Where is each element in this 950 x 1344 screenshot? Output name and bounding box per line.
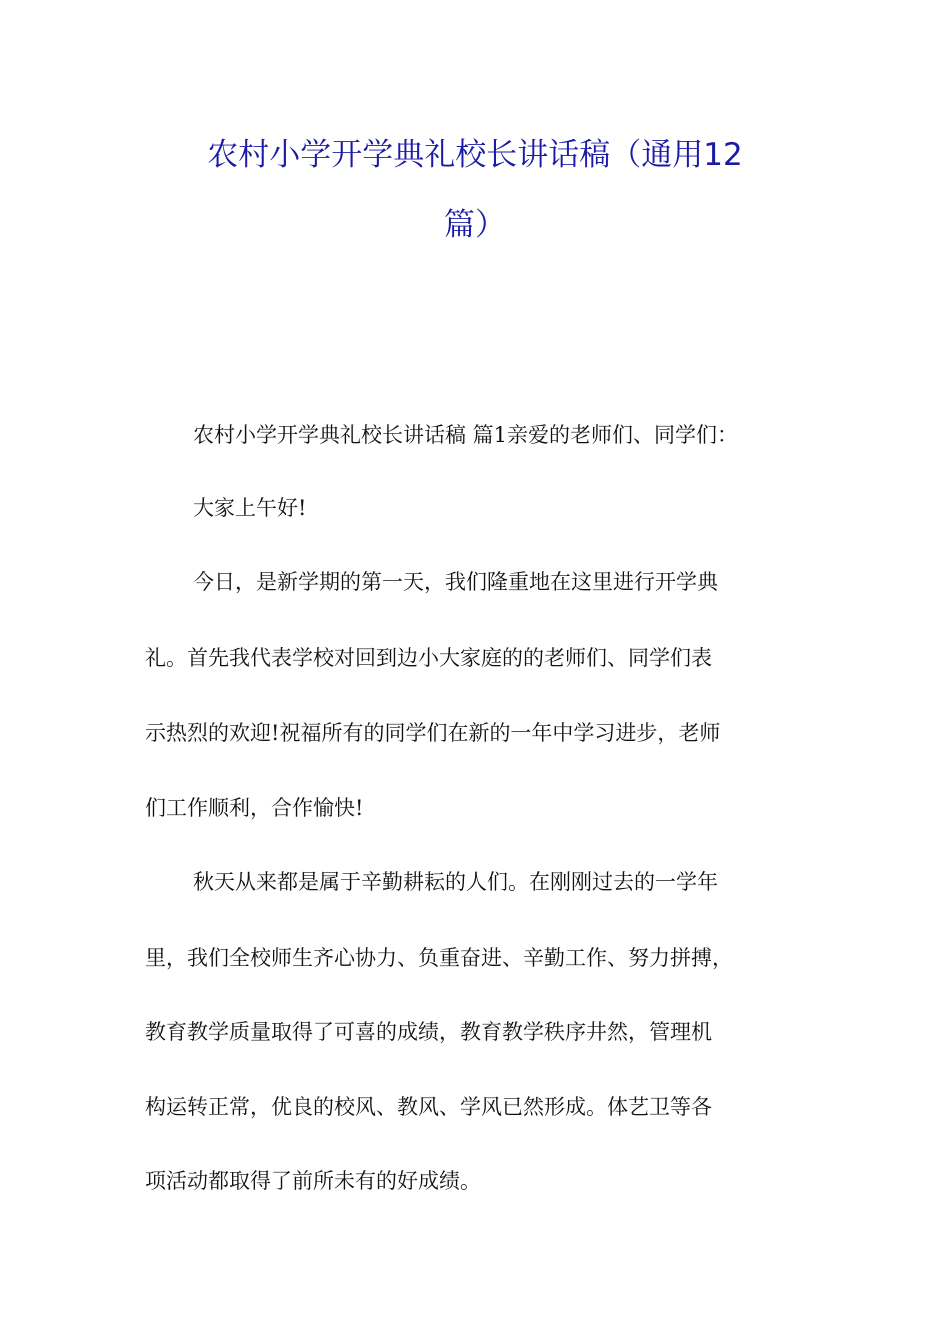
paragraph-4-line-4: 构运转正常，优良的校风、教风、学风已然形成。体艺卫等各	[145, 1095, 712, 1119]
document-title-line-1: 农村小学开学典礼校长讲话稿（通用12	[207, 137, 743, 173]
paragraph-3-line-4: 们工作顺利，合作愉快!	[145, 796, 364, 820]
paragraph-4-line-2: 里，我们全校师生齐心协力、负重奋进、辛勤工作、努力拼搏，	[145, 946, 733, 970]
paragraph-4-line-1: 秋天从来都是属于辛勤耕耘的人们。在刚刚过去的一学年	[193, 870, 718, 894]
document-title-line-2: 篇）	[444, 207, 506, 243]
paragraph-3-line-1: 今日，是新学期的第一天，我们隆重地在这里进行开学典	[193, 570, 718, 594]
paragraph-2-line-1: 大家上午好!	[193, 496, 307, 520]
paragraph-4-line-3: 教育教学质量取得了可喜的成绩，教育教学秩序井然，管理机	[145, 1020, 712, 1044]
paragraph-3-line-3: 示热烈的欢迎!祝福所有的同学们在新的一年中学习进步，老师	[145, 721, 721, 745]
paragraph-1-line-1: 农村小学开学典礼校长讲话稿 篇1亲爱的老师们、同学们：	[193, 423, 739, 447]
paragraph-4-line-5: 项活动都取得了前所未有的好成绩。	[145, 1169, 481, 1193]
paragraph-3-line-2: 礼。首先我代表学校对回到边小大家庭的的老师们、同学们表	[145, 646, 712, 670]
